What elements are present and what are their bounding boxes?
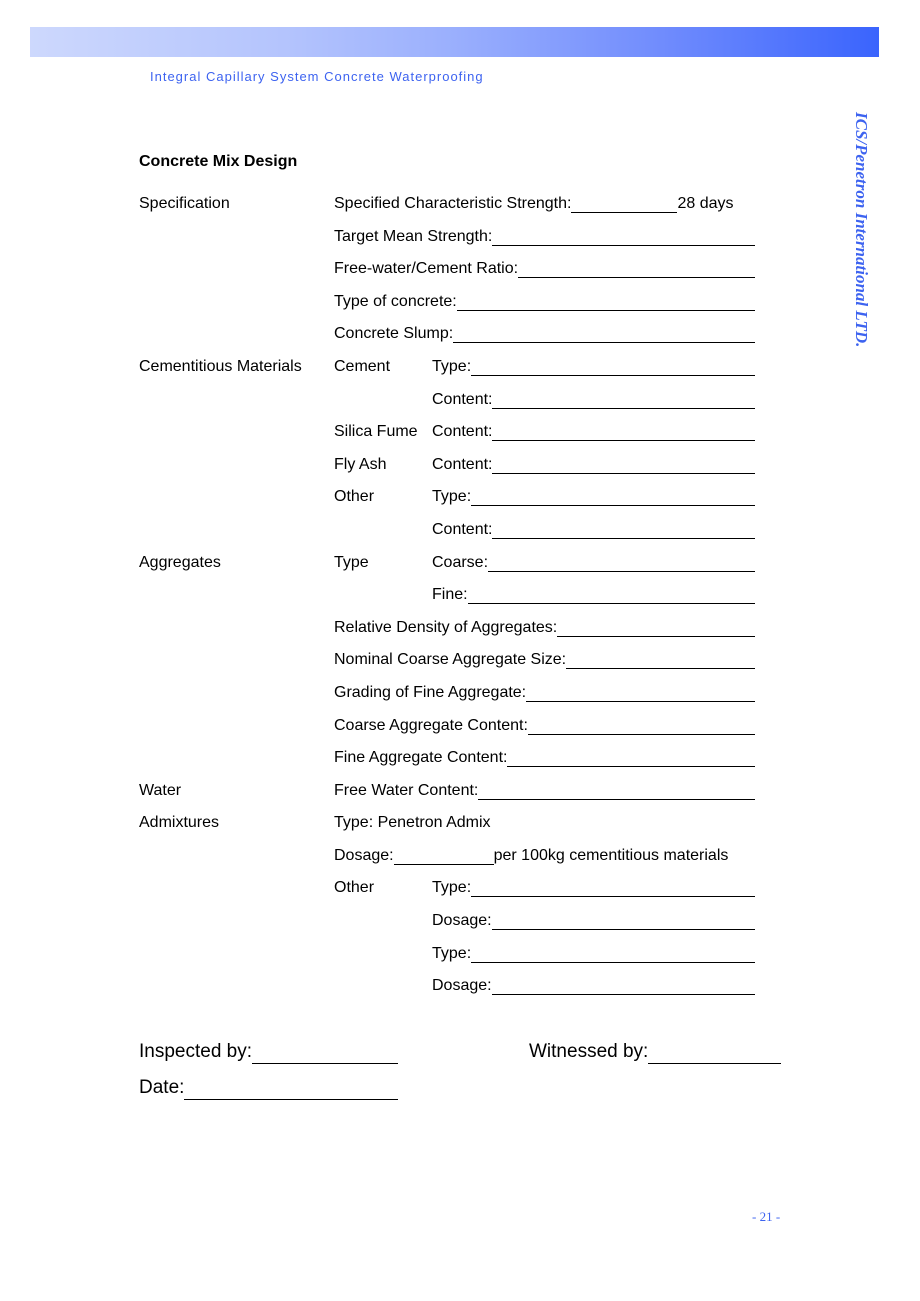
form-row bbox=[139, 812, 779, 845]
form-row bbox=[139, 356, 779, 389]
page-title: Concrete Mix Design bbox=[139, 153, 298, 170]
section-label: Cementitious Materials bbox=[139, 357, 302, 375]
field-label: Coarse: bbox=[432, 553, 489, 571]
form-row bbox=[139, 193, 779, 226]
form-row bbox=[139, 258, 779, 291]
witnessed-by bbox=[529, 1041, 781, 1064]
form-row bbox=[139, 747, 779, 780]
sub-label: Other bbox=[334, 879, 375, 897]
form-row bbox=[139, 519, 779, 552]
fine-field[interactable] bbox=[468, 584, 755, 604]
date-field[interactable] bbox=[184, 1077, 398, 1100]
other-admix-dosage-field[interactable] bbox=[492, 910, 755, 930]
section-label: Aggregates bbox=[139, 553, 221, 571]
field-suffix: per 100kg cementitious materials bbox=[493, 846, 729, 864]
cement-type-field[interactable] bbox=[471, 356, 755, 376]
field-label: Concrete Slump: bbox=[334, 325, 454, 343]
witnessed-by-field[interactable] bbox=[648, 1041, 781, 1064]
sub-label: Other bbox=[334, 488, 375, 506]
field-label: Type: bbox=[432, 879, 472, 897]
field-label: Specified Characteristic Strength: bbox=[334, 195, 572, 212]
form-row bbox=[139, 975, 779, 1008]
silica-content-field[interactable] bbox=[492, 421, 755, 441]
form-row bbox=[139, 617, 779, 650]
field-label: Coarse Aggregate Content: bbox=[334, 716, 528, 734]
header-subtitle: Integral Capillary System Concrete Waterproofing bbox=[150, 69, 484, 84]
field-label: Content: bbox=[432, 390, 493, 408]
field-label: Nominal Coarse Aggregate Size: bbox=[334, 651, 567, 669]
section-label: Specification bbox=[139, 195, 230, 212]
aggregate-size-field[interactable] bbox=[566, 649, 755, 669]
form-row bbox=[139, 421, 779, 454]
sub-label: Fly Ash bbox=[334, 455, 387, 473]
form-row bbox=[139, 226, 779, 259]
field-label: Relative Density of Aggregates: bbox=[334, 618, 558, 636]
form-row bbox=[139, 845, 779, 878]
form-row bbox=[139, 584, 779, 617]
field-label: Type: Penetron Admix bbox=[334, 814, 491, 832]
other-admix-dosage-field-2[interactable] bbox=[492, 975, 755, 995]
other-type-field[interactable] bbox=[471, 486, 755, 506]
slump-field[interactable] bbox=[453, 323, 755, 343]
grading-field[interactable] bbox=[526, 682, 755, 702]
field-label: Date: bbox=[139, 1077, 185, 1098]
form-row bbox=[139, 649, 779, 682]
field-label: Content: bbox=[432, 423, 493, 441]
field-label: Inspected by: bbox=[139, 1041, 253, 1062]
inspected-by bbox=[139, 1041, 398, 1064]
sub-label: Type bbox=[334, 553, 369, 571]
fine-content-field[interactable] bbox=[507, 747, 755, 767]
form-row bbox=[139, 910, 779, 943]
coarse-content-field[interactable] bbox=[528, 715, 755, 735]
field-label: Type: bbox=[432, 944, 472, 962]
field-label: Free Water Content: bbox=[334, 781, 479, 799]
field-label: Target Mean Strength: bbox=[334, 227, 493, 245]
field-label: Content: bbox=[432, 455, 493, 473]
strength-field[interactable] bbox=[571, 193, 677, 213]
cement-content-field[interactable] bbox=[492, 389, 755, 409]
other-admix-type-field[interactable] bbox=[471, 877, 755, 897]
field-label: Dosage: bbox=[334, 846, 394, 864]
form-row bbox=[139, 877, 779, 910]
form-row bbox=[139, 389, 779, 422]
concrete-type-field[interactable] bbox=[457, 291, 755, 311]
field-label: Grading of Fine Aggregate: bbox=[334, 683, 527, 701]
form-row bbox=[139, 486, 779, 519]
density-field[interactable] bbox=[557, 617, 755, 637]
field-label: Fine Aggregate Content: bbox=[334, 749, 508, 767]
field-label: Dosage: bbox=[432, 912, 492, 930]
date bbox=[139, 1077, 398, 1100]
field-label: Dosage: bbox=[432, 977, 492, 995]
side-company-text: ICS/Penetron International LTD. bbox=[852, 112, 871, 348]
section-label: Admixtures bbox=[139, 814, 220, 832]
other-admix-type-field-2[interactable] bbox=[471, 943, 755, 963]
field-label: Witnessed by: bbox=[529, 1041, 649, 1062]
flyash-content-field[interactable] bbox=[492, 454, 755, 474]
form-row bbox=[139, 715, 779, 748]
page-number: - 21 - bbox=[752, 1209, 781, 1224]
target-strength-field[interactable] bbox=[492, 226, 755, 246]
sub-label: Cement bbox=[334, 357, 391, 375]
field-label: Type: bbox=[432, 357, 472, 375]
form-row bbox=[139, 682, 779, 715]
form-row bbox=[139, 943, 779, 976]
field-label: Free-water/Cement Ratio: bbox=[334, 260, 519, 278]
coarse-field[interactable] bbox=[488, 552, 755, 572]
field-suffix: 28 days bbox=[677, 195, 734, 212]
ratio-field[interactable] bbox=[518, 258, 755, 278]
dosage-field[interactable] bbox=[394, 845, 494, 865]
free-water-field[interactable] bbox=[478, 780, 755, 800]
section-label: Water bbox=[139, 781, 182, 799]
form-row bbox=[139, 323, 779, 356]
inspected-by-field[interactable] bbox=[252, 1041, 398, 1064]
other-content-field[interactable] bbox=[492, 519, 755, 539]
form-row bbox=[139, 552, 779, 585]
field-label: Content: bbox=[432, 520, 493, 538]
sub-label: Silica Fume bbox=[334, 423, 418, 441]
form-row bbox=[139, 780, 779, 813]
form-row bbox=[139, 291, 779, 324]
field-label: Fine: bbox=[432, 586, 468, 604]
form-row bbox=[139, 454, 779, 487]
mix-design-form bbox=[139, 193, 779, 1008]
field-label: Type: bbox=[432, 488, 472, 506]
field-label: Type of concrete: bbox=[334, 292, 457, 310]
header-band bbox=[30, 27, 879, 57]
